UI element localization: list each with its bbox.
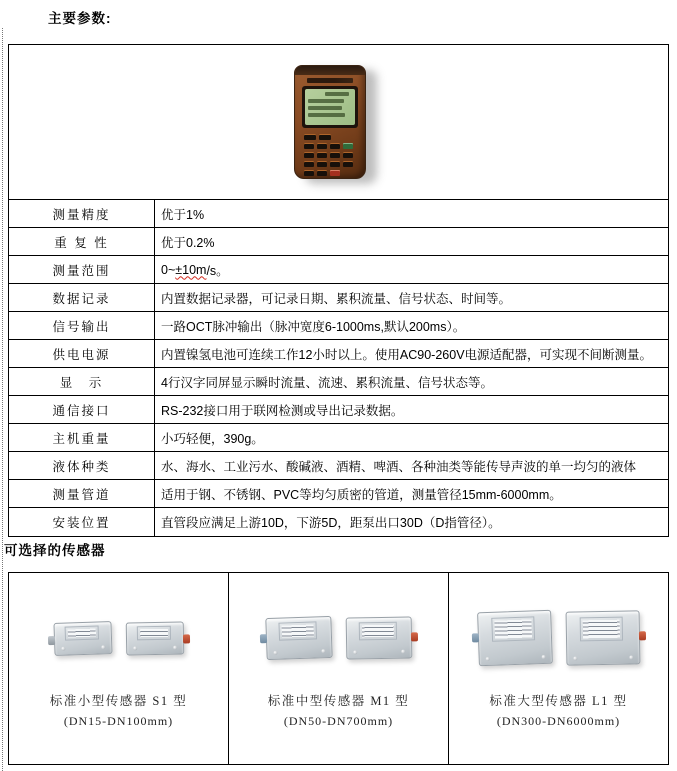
table-row bbox=[9, 452, 668, 480]
sensor-cell-medium bbox=[229, 573, 449, 764]
sensor-label-plate bbox=[64, 625, 98, 640]
spec-label: 数据记录 bbox=[9, 284, 155, 311]
page-margin-guide bbox=[2, 28, 3, 771]
spec-label: 主机重量 bbox=[9, 424, 155, 451]
lcd-screen bbox=[305, 89, 355, 125]
sensor-photo bbox=[125, 621, 184, 655]
sensor-name: 标准大型传感器 L1 型 bbox=[489, 694, 628, 708]
cable-connector bbox=[182, 634, 189, 643]
keypad bbox=[304, 134, 356, 176]
device-photo-cell bbox=[9, 45, 668, 200]
page-title: 主要参数: bbox=[48, 11, 112, 26]
sensor-photos bbox=[9, 573, 228, 689]
spec-label: 供电电源 bbox=[9, 340, 155, 367]
sensor-photos bbox=[449, 573, 668, 689]
spec-value: 直管段应满足上游10D，下游5D，距泵出口30D（D指管径）。 bbox=[161, 516, 501, 530]
spec-label: 测量管道 bbox=[9, 480, 155, 507]
table-row bbox=[9, 228, 668, 256]
table-row bbox=[9, 396, 668, 424]
cable-connector bbox=[259, 634, 266, 643]
spec-value: RS-232接口用于联网检测或导出记录数据。 bbox=[161, 403, 404, 418]
cable-connector bbox=[471, 633, 478, 642]
cable-connector bbox=[638, 631, 645, 640]
spec-label: 显 示 bbox=[9, 368, 155, 395]
sensor-photo bbox=[265, 616, 332, 660]
spec-value: 优于1% bbox=[161, 207, 205, 222]
spec-value: 水、海水、工业污水、酸碱液、酒精、啤酒、各种油类等能传导声波的单一均匀的液体 bbox=[161, 459, 637, 474]
spec-value: 内置数据记录器，可记录日期、累积流量、信号状态、时间等。 bbox=[161, 291, 512, 306]
spec-value: 适用于钢、不锈钢、PVC等均匀质密的管道，测量管径15mm-6000mm。 bbox=[161, 487, 562, 502]
spec-label: 通信接口 bbox=[9, 396, 155, 423]
sensor-range: (DN300-DN6000mm) bbox=[496, 714, 621, 728]
flowmeter-photo bbox=[294, 65, 366, 179]
sensor-cell-large bbox=[449, 573, 668, 764]
sensor-name: 标准小型传感器 S1 型 bbox=[49, 694, 188, 708]
table-row bbox=[9, 368, 668, 396]
sensors-section-title: 可选择的传感器 bbox=[4, 543, 106, 558]
spec-value: 小巧轻便，390g。 bbox=[161, 431, 264, 446]
spec-label: 重 复 性 bbox=[9, 228, 155, 255]
spec-value: 一路OCT脉冲输出（脉冲宽度6-1000ms,默认200ms）。 bbox=[161, 319, 466, 334]
lcd-bezel bbox=[302, 86, 358, 128]
spec-value: 内置镍氢电池可连续工作12小时以上。使用AC90-260V电源适配器，可实现不间断测量。 bbox=[161, 347, 653, 362]
cable-connector bbox=[410, 633, 417, 642]
spec-table bbox=[8, 44, 669, 537]
spellcheck-underlined-text: ±10m bbox=[175, 262, 207, 277]
cable-connector bbox=[47, 635, 54, 644]
table-row bbox=[9, 508, 668, 536]
table-row bbox=[9, 424, 668, 452]
spec-label: 安装位置 bbox=[9, 508, 155, 536]
sensor-photos bbox=[229, 573, 448, 689]
device-top-cap bbox=[295, 66, 365, 75]
sensor-label-plate bbox=[579, 617, 623, 642]
sensor-range: (DN15-DN100mm) bbox=[63, 714, 174, 728]
sensor-range: (DN50-DN700mm) bbox=[283, 714, 394, 728]
spec-label: 液体种类 bbox=[9, 452, 155, 479]
sensor-label-plate bbox=[136, 625, 170, 640]
sensor-cell-small bbox=[9, 573, 229, 764]
sensor-label-plate bbox=[277, 621, 316, 641]
spec-label: 测量范围 bbox=[9, 256, 155, 283]
sensor-name: 标准中型传感器 M1 型 bbox=[267, 694, 410, 708]
sensor-table bbox=[8, 572, 669, 765]
sensor-label-plate bbox=[358, 622, 397, 641]
table-row bbox=[9, 340, 668, 368]
spec-label: 信号输出 bbox=[9, 312, 155, 339]
sensor-photo bbox=[477, 610, 553, 667]
sensor-photo bbox=[565, 610, 640, 665]
spec-value: 0~ ±10m /s。 bbox=[161, 262, 229, 278]
sensor-photo bbox=[53, 620, 112, 655]
table-row bbox=[9, 312, 668, 340]
spec-label: 测量精度 bbox=[9, 200, 155, 227]
sensor-label-plate bbox=[491, 616, 535, 641]
spec-value: 4行汉字同屏显示瞬时流量、流速、累积流量、信号状态等。 bbox=[161, 375, 493, 390]
table-row bbox=[9, 284, 668, 312]
device-nameplate bbox=[307, 78, 353, 83]
table-row bbox=[9, 200, 668, 228]
table-row bbox=[9, 480, 668, 508]
spec-value: 优于0.2% bbox=[161, 235, 215, 250]
sensor-photo bbox=[345, 616, 412, 659]
table-row bbox=[9, 256, 668, 284]
